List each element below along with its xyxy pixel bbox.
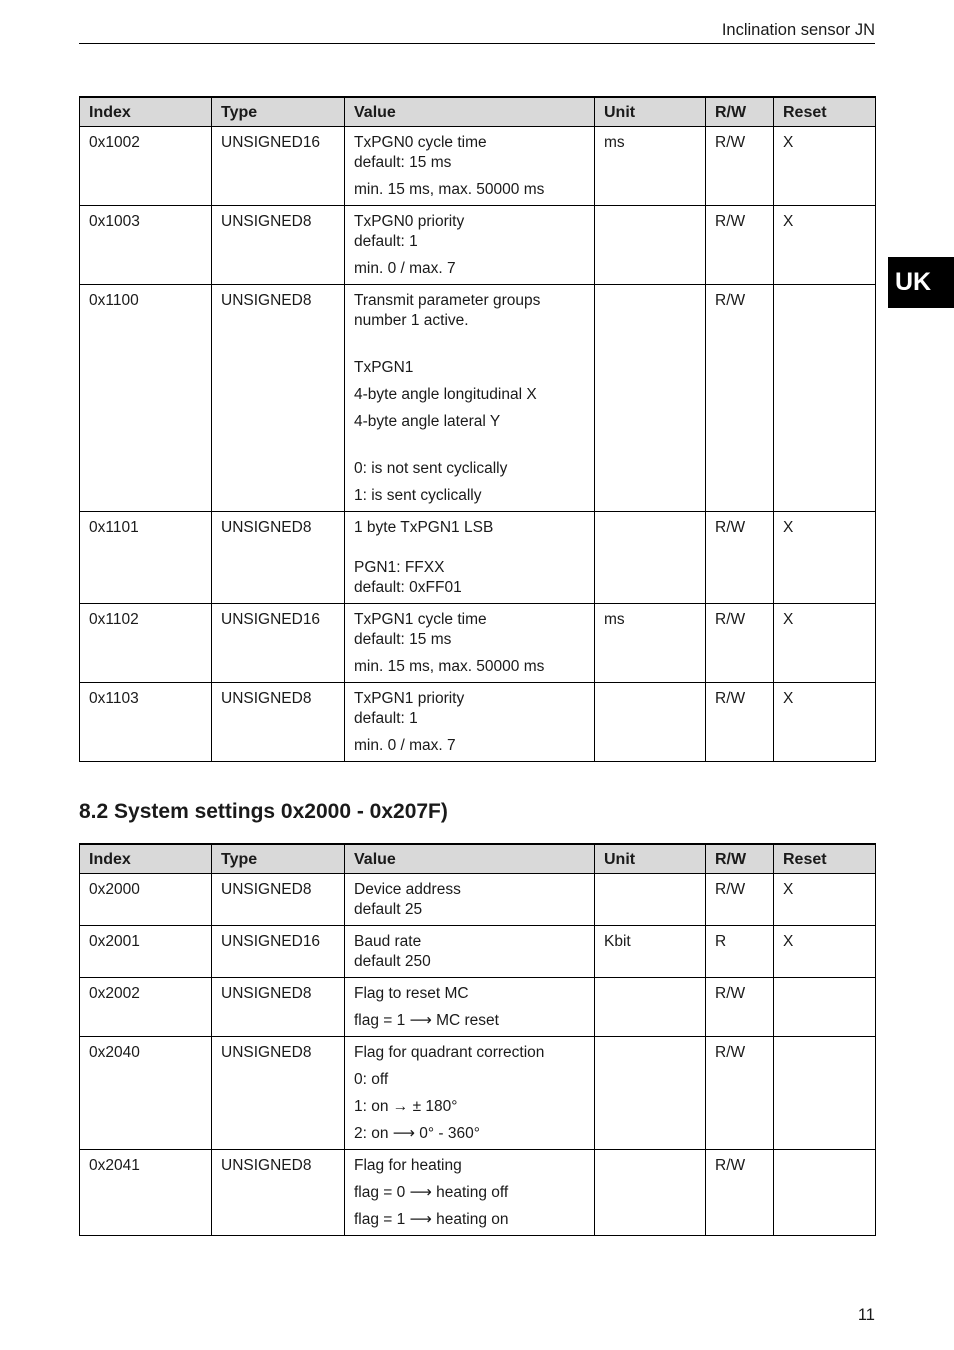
value-line: 1 byte TxPGN1 LSB (354, 519, 494, 536)
unit-cell (595, 512, 706, 604)
value-line: TxPGN0 priority (354, 213, 465, 230)
type-cell: UNSIGNED8 (212, 1037, 345, 1150)
table-row (80, 1150, 876, 1236)
unit-cell (595, 1037, 706, 1150)
type-cell: UNSIGNED16 (212, 604, 345, 683)
column-header-unit: Unit (595, 844, 706, 874)
column-header-type: Type (212, 844, 345, 874)
unit-cell (595, 978, 706, 1037)
unit-cell (595, 285, 706, 512)
rw-cell: R/W (706, 604, 774, 683)
unit-cell (595, 683, 706, 762)
value-line (354, 331, 585, 351)
value-line: default: 1 (354, 233, 418, 250)
reset-cell (774, 1037, 876, 1150)
value-line: TxPGN1 (354, 359, 414, 376)
table-header-row (80, 97, 876, 127)
value-cell (345, 926, 595, 978)
value-cell (345, 978, 595, 1037)
language-tab: UK (888, 257, 954, 308)
value-cell (345, 127, 595, 206)
value-group (354, 1011, 585, 1031)
value-group (354, 1156, 585, 1176)
type-cell: UNSIGNED8 (212, 285, 345, 512)
index-cell: 0x1101 (80, 512, 212, 604)
value-line: Transmit parameter groups (354, 292, 541, 309)
unit-cell: Kbit (595, 926, 706, 978)
value-line: 0: is not sent cyclically (354, 460, 508, 477)
index-cell: 0x1002 (80, 127, 212, 206)
value-group (354, 1043, 585, 1063)
value-line: Flag to reset MC (354, 985, 469, 1002)
parameter-table-2 (79, 843, 876, 1236)
reset-cell: X (774, 604, 876, 683)
value-line: TxPGN0 cycle time (354, 134, 487, 151)
unit-cell: ms (595, 127, 706, 206)
value-group (354, 212, 585, 252)
header-rule (79, 43, 875, 44)
reset-cell: X (774, 127, 876, 206)
index-cell: 0x2001 (80, 926, 212, 978)
value-cell (345, 206, 595, 285)
value-group (354, 385, 585, 405)
value-cell (345, 285, 595, 512)
value-line: min. 0 / max. 7 (354, 737, 456, 754)
column-header-type: Type (212, 97, 345, 127)
reset-cell (774, 285, 876, 512)
value-line: number 1 active. (354, 312, 469, 329)
column-header-rw: R/W (706, 844, 774, 874)
column-header-reset: Reset (774, 97, 876, 127)
table-row (80, 874, 876, 926)
rw-cell: R/W (706, 512, 774, 604)
type-cell: UNSIGNED8 (212, 206, 345, 285)
reset-cell: X (774, 683, 876, 762)
table-row (80, 285, 876, 512)
value-group (354, 259, 585, 279)
value-line: default: 0xFF01 (354, 579, 462, 596)
rw-cell: R (706, 926, 774, 978)
value-group (354, 518, 585, 598)
type-cell: UNSIGNED8 (212, 874, 345, 926)
value-group (354, 880, 585, 920)
value-line: default 25 (354, 901, 423, 918)
value-group (354, 291, 585, 351)
column-header-index: Index (80, 844, 212, 874)
value-cell (345, 1150, 595, 1236)
index-cell: 0x1100 (80, 285, 212, 512)
value-group (354, 180, 585, 200)
value-line: TxPGN1 cycle time (354, 611, 487, 628)
reset-cell (774, 1150, 876, 1236)
table-header-row (80, 844, 876, 874)
type-cell: UNSIGNED8 (212, 683, 345, 762)
index-cell: 0x2041 (80, 1150, 212, 1236)
rw-cell: R/W (706, 1150, 774, 1236)
value-line: PGN1: FFXX (354, 559, 445, 576)
table-row (80, 683, 876, 762)
value-cell (345, 874, 595, 926)
value-group (354, 1097, 585, 1117)
value-group (354, 486, 585, 506)
value-line (354, 432, 585, 452)
value-line (354, 538, 585, 558)
value-line: default: 15 ms (354, 154, 452, 171)
value-line: 2: on ⟶ 0° - 360° (354, 1125, 480, 1142)
value-line: Device address (354, 881, 461, 898)
value-line: default: 15 ms (354, 631, 452, 648)
value-cell (345, 1037, 595, 1150)
value-line: flag = 0 ⟶ heating off (354, 1184, 509, 1201)
value-group (354, 610, 585, 650)
unit-cell (595, 1150, 706, 1236)
rw-cell: R/W (706, 1037, 774, 1150)
table-row (80, 926, 876, 978)
value-line: flag = 1 ⟶ MC reset (354, 1012, 499, 1029)
value-group (354, 1124, 585, 1144)
value-group (354, 689, 585, 729)
value-group (354, 657, 585, 677)
unit-cell (595, 206, 706, 285)
type-cell: UNSIGNED8 (212, 1150, 345, 1236)
reset-cell: X (774, 926, 876, 978)
index-cell: 0x1102 (80, 604, 212, 683)
table-row (80, 206, 876, 285)
column-header-reset: Reset (774, 844, 876, 874)
table-row (80, 1037, 876, 1150)
value-line: TxPGN1 priority (354, 690, 465, 707)
reset-cell: X (774, 874, 876, 926)
value-line: default: 1 (354, 710, 418, 727)
parameter-table-1 (79, 96, 876, 762)
value-cell (345, 512, 595, 604)
value-line: flag = 1 ⟶ heating on (354, 1211, 509, 1228)
column-header-value: Value (345, 844, 595, 874)
value-line: Baud rate (354, 933, 422, 950)
value-group (354, 1183, 585, 1203)
value-line: min. 0 / max. 7 (354, 260, 456, 277)
value-group (354, 1070, 585, 1090)
rw-cell: R/W (706, 206, 774, 285)
index-cell: 0x1003 (80, 206, 212, 285)
rw-cell: R/W (706, 127, 774, 206)
unit-cell (595, 874, 706, 926)
column-header-value: Value (345, 97, 595, 127)
type-cell: UNSIGNED8 (212, 512, 345, 604)
table-row (80, 978, 876, 1037)
value-group (354, 133, 585, 173)
value-group (354, 459, 585, 479)
index-cell: 0x2040 (80, 1037, 212, 1150)
value-group (354, 932, 585, 972)
value-group (354, 412, 585, 452)
rw-cell: R/W (706, 874, 774, 926)
value-line: Flag for heating (354, 1157, 462, 1174)
index-cell: 0x2000 (80, 874, 212, 926)
index-cell: 0x2002 (80, 978, 212, 1037)
value-line: 4-byte angle longitudinal X (354, 386, 537, 403)
type-cell: UNSIGNED16 (212, 926, 345, 978)
value-line: default 250 (354, 953, 431, 970)
rw-cell: R/W (706, 683, 774, 762)
value-line: 0: off (354, 1071, 389, 1088)
value-line: 1: on → ± 180° (354, 1098, 458, 1115)
reset-cell: X (774, 206, 876, 285)
running-header-title: Inclination sensor JN (721, 21, 875, 39)
unit-cell: ms (595, 604, 706, 683)
type-cell: UNSIGNED8 (212, 978, 345, 1037)
table-row (80, 512, 876, 604)
table-row (80, 604, 876, 683)
value-group (354, 1210, 585, 1230)
rw-cell: R/W (706, 285, 774, 512)
value-line: Flag for quadrant correction (354, 1044, 545, 1061)
value-line: min. 15 ms, max. 50000 ms (354, 658, 545, 675)
rw-cell: R/W (706, 978, 774, 1037)
value-line: 1: is sent cyclically (354, 487, 482, 504)
reset-cell (774, 978, 876, 1037)
index-cell: 0x1103 (80, 683, 212, 762)
value-line: min. 15 ms, max. 50000 ms (354, 181, 545, 198)
column-header-rw: R/W (706, 97, 774, 127)
type-cell: UNSIGNED16 (212, 127, 345, 206)
value-cell (345, 604, 595, 683)
column-header-index: Index (80, 97, 212, 127)
value-group (354, 984, 585, 1004)
value-group (354, 736, 585, 756)
column-header-unit: Unit (595, 97, 706, 127)
value-group (354, 358, 585, 378)
section-heading: 8.2 System settings 0x2000 - 0x207F) (79, 800, 448, 823)
page-number: 11 (857, 1306, 875, 1324)
value-line: 4-byte angle lateral Y (354, 413, 501, 430)
table-row (80, 127, 876, 206)
value-cell (345, 683, 595, 762)
reset-cell: X (774, 512, 876, 604)
